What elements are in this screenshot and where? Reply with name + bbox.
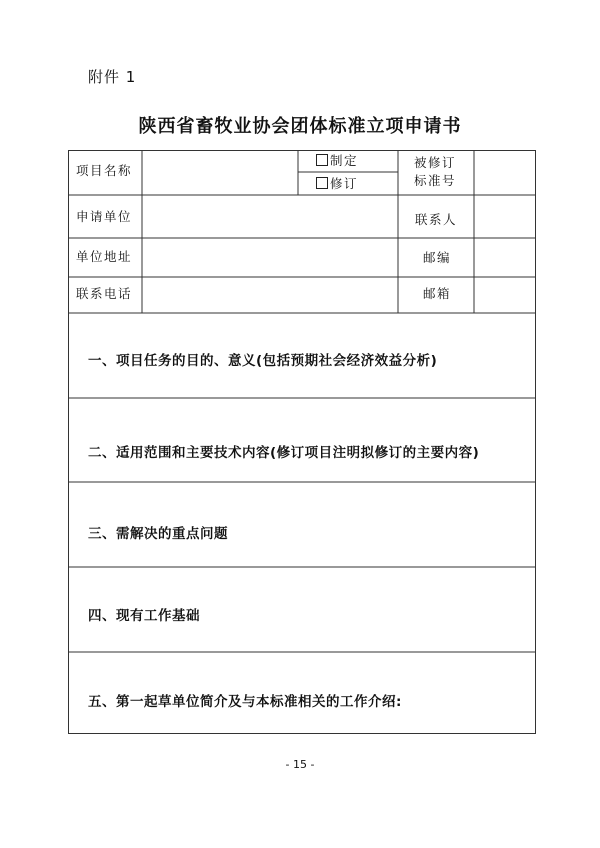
- section-existing-work: 四、现有工作基础: [88, 608, 200, 624]
- option-revise-label: 修订: [330, 176, 359, 191]
- contact-person-label: 联系人: [415, 212, 458, 227]
- option-formulate[interactable]: [316, 153, 358, 169]
- section-key-issues: 三、需解决的重点问题: [88, 526, 228, 542]
- attachment-label: 附件 1: [88, 68, 137, 86]
- section-scope: 二、适用范围和主要技术内容(修订项目注明拟修订的主要内容): [88, 445, 480, 461]
- applicant-label: 申请单位: [76, 209, 133, 224]
- checkbox-icon[interactable]: [316, 154, 328, 166]
- project-name-label: 项目名称: [76, 163, 133, 178]
- revised-std-no-label-1: 被修订: [414, 155, 457, 170]
- application-form: [68, 150, 536, 734]
- form-title: 陕西省畜牧业协会团体标准立项申请书: [138, 116, 462, 137]
- page-number: - 15 -: [285, 758, 315, 771]
- email-label: 邮箱: [423, 286, 452, 301]
- checkbox-icon[interactable]: [316, 177, 328, 189]
- option-formulate-label: 制定: [330, 153, 359, 168]
- option-revise[interactable]: [316, 176, 358, 192]
- phone-label: 联系电话: [76, 286, 133, 301]
- postcode-label: 邮编: [423, 250, 452, 265]
- revised-std-no-label-2: 标准号: [414, 173, 457, 188]
- address-label: 单位地址: [76, 249, 133, 264]
- section-drafting-unit: 五、第一起草单位简介及与本标准相关的工作介绍:: [88, 694, 402, 710]
- section-purpose: 一、项目任务的目的、意义(包括预期社会经济效益分析): [88, 353, 438, 369]
